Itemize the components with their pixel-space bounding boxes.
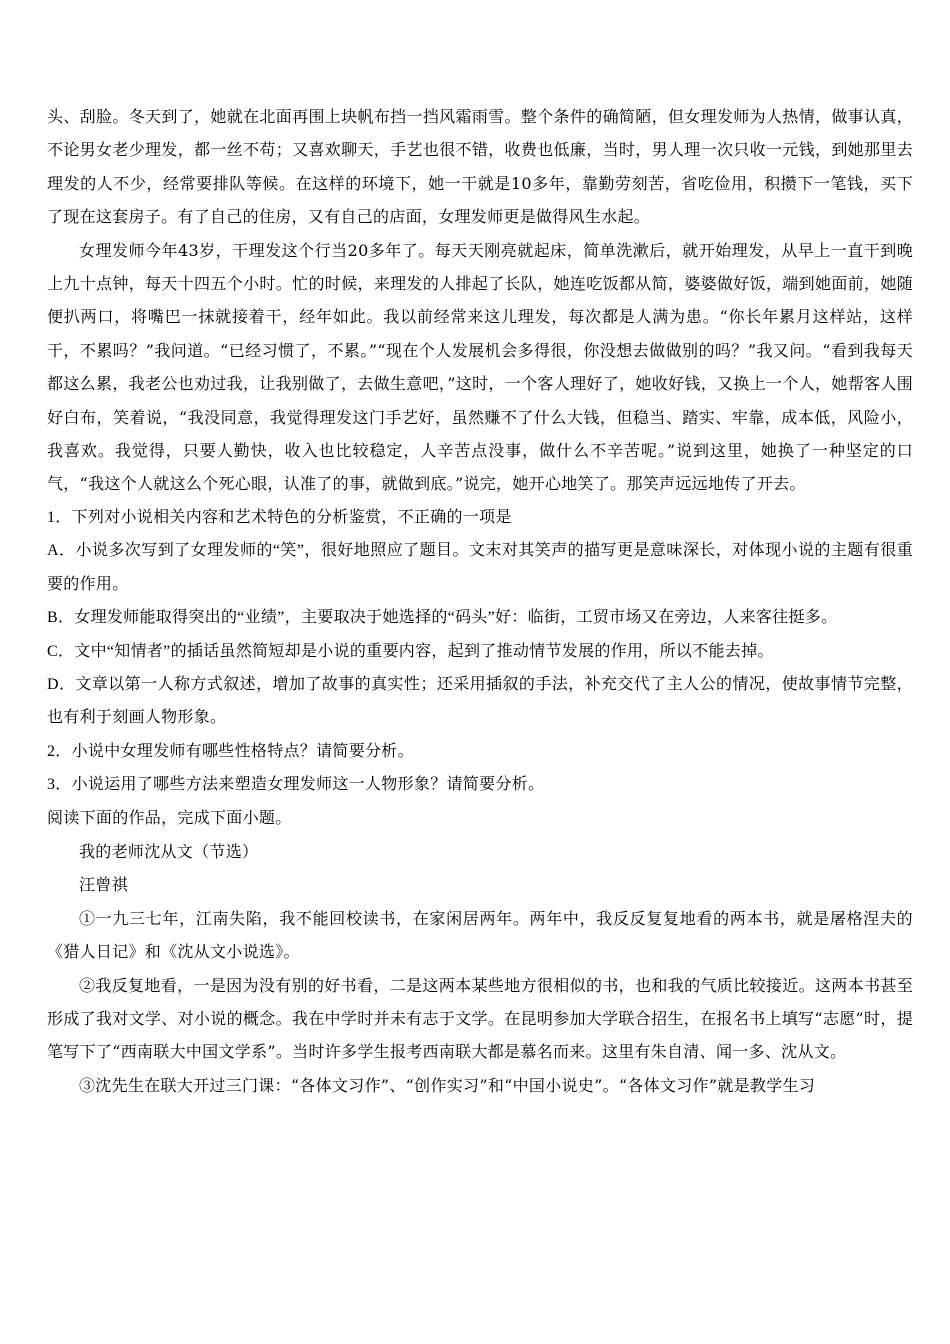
question-1-option-c: C．文中“知情者”的插话虽然简短却是小说的重要内容，起到了推动情节发展的作用，所以不能去掉。: [47, 642, 774, 660]
question-3: 3．小说运用了哪些方法来塑造女理发师这一人物形象？请简要分析。: [47, 776, 545, 794]
question-1-stem: 1．下列对小说相关内容和艺术特色的分析鉴赏，不正确的一项是: [47, 508, 512, 526]
reading-instruction: 阅读下面的作品，完成下面小题。: [47, 809, 292, 827]
question-1-option-a: A．小说多次写到了女理发师的“笑”，很好地照应了题目。文末对其笑声的描写更是意味深长，对体现小说的主题有很重要的作用。: [47, 542, 913, 593]
story-paragraph-1: 头、刮脸。冬天到了，她就在北面再围上块帆布挡一挡风霜雨雪。整个条件的确简陋，但女理发师为人热情，做事认真，不论男女老少理发，都一丝不苟；又喜欢聊天，手艺也很不错，收费也低廉，当时，男人理一次只收一元钱，到她那里去理发的人不少，经常要排队等候。在这样的环境下，她一干就是10多年，靠勤劳刻苦，省吃俭用，积攒下一笔钱，买下了现在这套房子。有了自己的住房，又有自己的店面，女理发师更是做得风生水起。: [47, 107, 913, 227]
question-1-option-d: D．文章以第一人称方式叙述，增加了故事的真实性；还采用插叙的手法，补充交代了主人公的情况，使故事情节完整，也有利于刻画人物形象。: [47, 675, 913, 727]
question-2: 2．小说中女理发师有哪些性格特点？请简要分析。: [47, 742, 414, 760]
story-paragraph-2: 女理发师今年43岁，干理发这个行当20多年了。每天天刚亮就起床，简单洗漱后，就开始理发，从早上一直干到晚上九十点钟，每天十四五个小时。忙的时候，来理发的人排起了长队，她连吃饭都从简，婆婆做好饭，端到她面前，她随便扒两口，将嘴巴一抹就接着干，经年如此。我以前经常来这儿理发，每次都是人满为患。“你长年累月这样站，这样干，不累吗？”我问道。“已经习惯了，不累。”“现在个人发展机会多得很，你没想去做做别的吗？”我又问。“看到我每天都这么累，我老公也劝过我，让我别做了，去做生意吧，”这时，一个客人理好了，她收好钱，又换上一个人，她帮客人围好白布，笑着说，“我没同意，我觉得理发这门手艺好，虽然赚不了什么大钱，但稳当、踏实、牢靠，成本低，风险小，我喜欢。我觉得，只要人勤快，收入也比较稳定，人辛苦点没事，做什么不辛苦呢。”说到这里，她换了一种坚定的口气，“我这个人就这么个死心眼，认准了的事，就做到底。”说完，她开心地笑了。那笑声远远地传了开去。: [47, 240, 913, 494]
reading-title: 我的老师沈从文（节选）: [79, 841, 259, 861]
reading-paragraph-2: ②我反复地看，一是因为没有别的好书看，二是这两本某些地方很相似的书，也和我的气质比较接近。这两本书甚至形成了我对文学、对小说的概念。我在中学时并未有志于文学。在昆明参加大学联合招生，在报名书上填写“志愿”时，提笔写下了“西南联大中国文学系”。当时许多学生报考西南联大都是慕名而来。这里有朱自清、闻一多、沈从文。: [47, 975, 913, 1062]
document-page: [47, 100, 913, 1102]
question-1-option-b: B．女理发师能取得突出的“业绩”，主要取决于她选择的“码头”好：临街，工贸市场又在旁边，人来客往挺多。: [47, 609, 838, 627]
reading-paragraph-3: ③沈先生在联大开过三门课：“各体文习作”、“创作实习”和“中国小说史”。“各体文习作”就是教学生习: [79, 1075, 816, 1095]
reading-paragraph-1: ①一九三七年，江南失陷，我不能回校读书，在家闲居两年。两年中，我反反复复地看的两本书，就是屠格涅夫的《猎人日记》和《沈从文小说选》。: [47, 908, 913, 962]
reading-author: 汪曾祺: [79, 875, 128, 895]
